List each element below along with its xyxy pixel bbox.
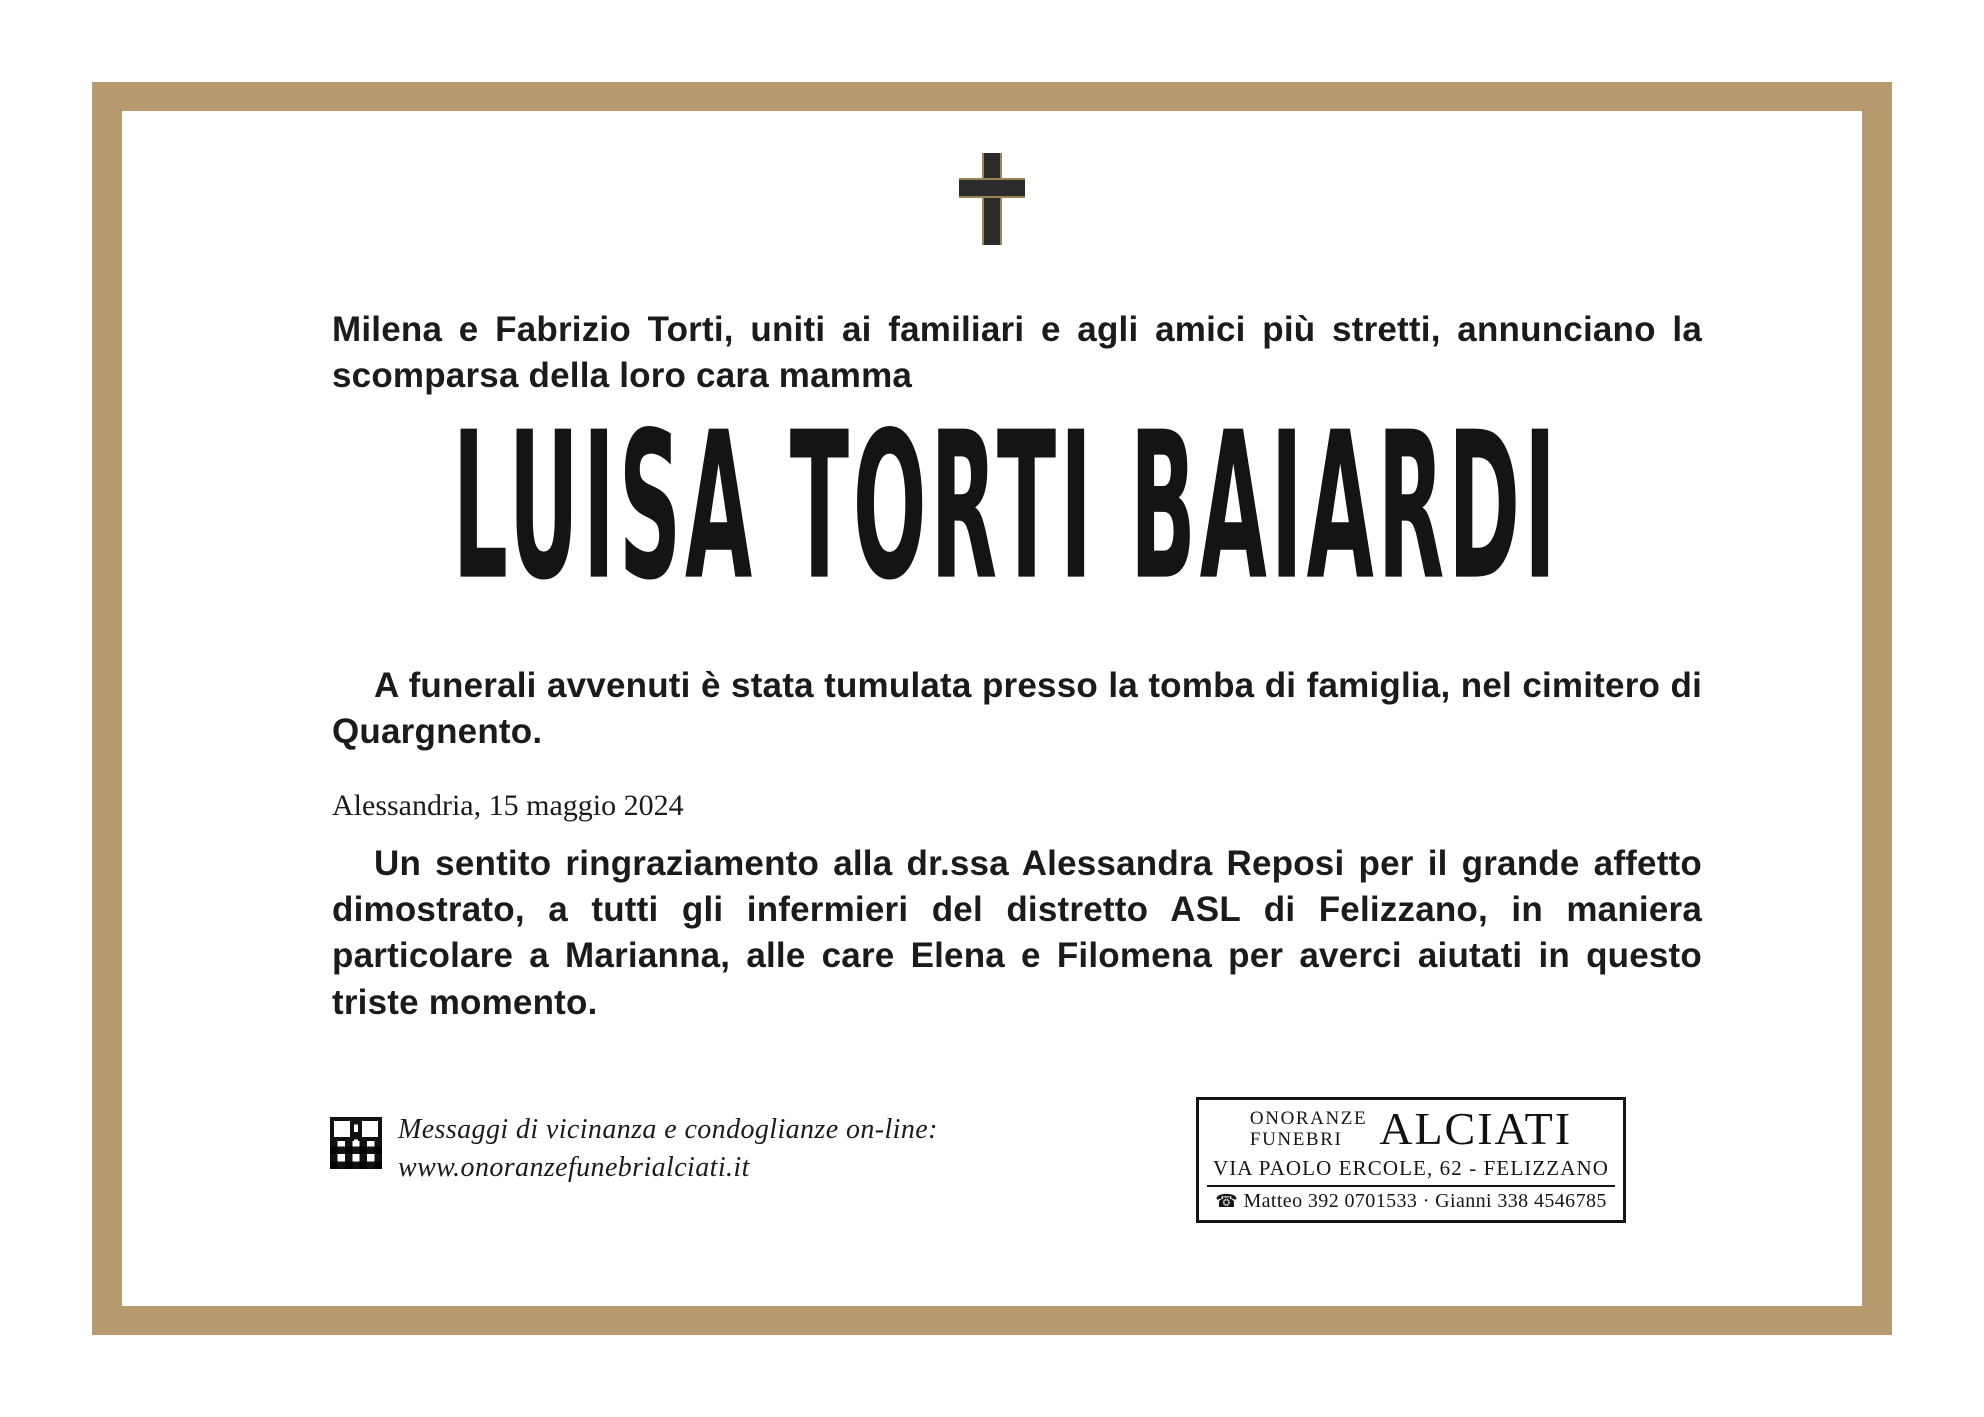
notice-content [122, 111, 1862, 1306]
stamp-top-row [1207, 1103, 1615, 1154]
notice-inner-card [122, 111, 1862, 1306]
stamp-address: VIA PAOLO ERCOLE, 62 - FELIZZANO [1212, 1156, 1610, 1180]
condolences-website-link[interactable]: www.onoranzefunebrialciati.it [398, 1151, 750, 1183]
cross-horizontal-bar [959, 178, 1025, 198]
stamp-funebri-line: FUNEBRI [1249, 1129, 1343, 1150]
stamp-phones-row [1207, 1190, 1615, 1213]
cross-vertical-bar [982, 153, 1002, 245]
online-condolences-block [330, 1111, 938, 1187]
telephone-icon: ☎ [1215, 1191, 1239, 1211]
stamp-onoranze-funebri [1250, 1108, 1367, 1151]
stamp-divider [1207, 1185, 1615, 1187]
cross-symbol-container [122, 153, 1862, 250]
stamp-phone-numbers: Matteo 392 0701533 · Gianni 338 4546785 [1243, 1190, 1607, 1212]
latin-cross-icon [959, 153, 1025, 245]
stamp-brand-name: ALCIATI [1379, 1103, 1573, 1154]
stamp-onoranze-line: ONORANZE [1249, 1107, 1368, 1129]
funeral-home-stamp [1196, 1097, 1626, 1223]
place-and-date: Alessandria, 15 maggio 2024 [332, 789, 684, 822]
condolences-line-1: Messaggi di vicinanza e condoglianze on-line: [398, 1114, 938, 1145]
burial-paragraph: A funerali avvenuti è stata tumulata presso la tomba di famiglia, nel cimitero di Quargnento. [332, 666, 1702, 752]
deceased-name: LUISA TORTI BAIARDI [452, 389, 1560, 626]
notice-outer-frame [92, 82, 1892, 1335]
announcement-paragraph: Milena e Fabrizio Torti, uniti ai familiari e agli amici più stretti, annunciano la scomparsa della loro cara mamma [332, 310, 1702, 396]
thanks-paragraph: Un sentito ringraziamento alla dr.ssa Alessandra Reposi per il grande affetto dimostrato, a tutti gli infermieri del distretto ASL di Felizzano, in maniera particolare a Marianna, alle care Elena e Filomena per averci aiutati in questo triste momento. [332, 844, 1702, 1022]
qr-code-icon[interactable] [330, 1117, 382, 1169]
condolences-text [398, 1111, 938, 1187]
